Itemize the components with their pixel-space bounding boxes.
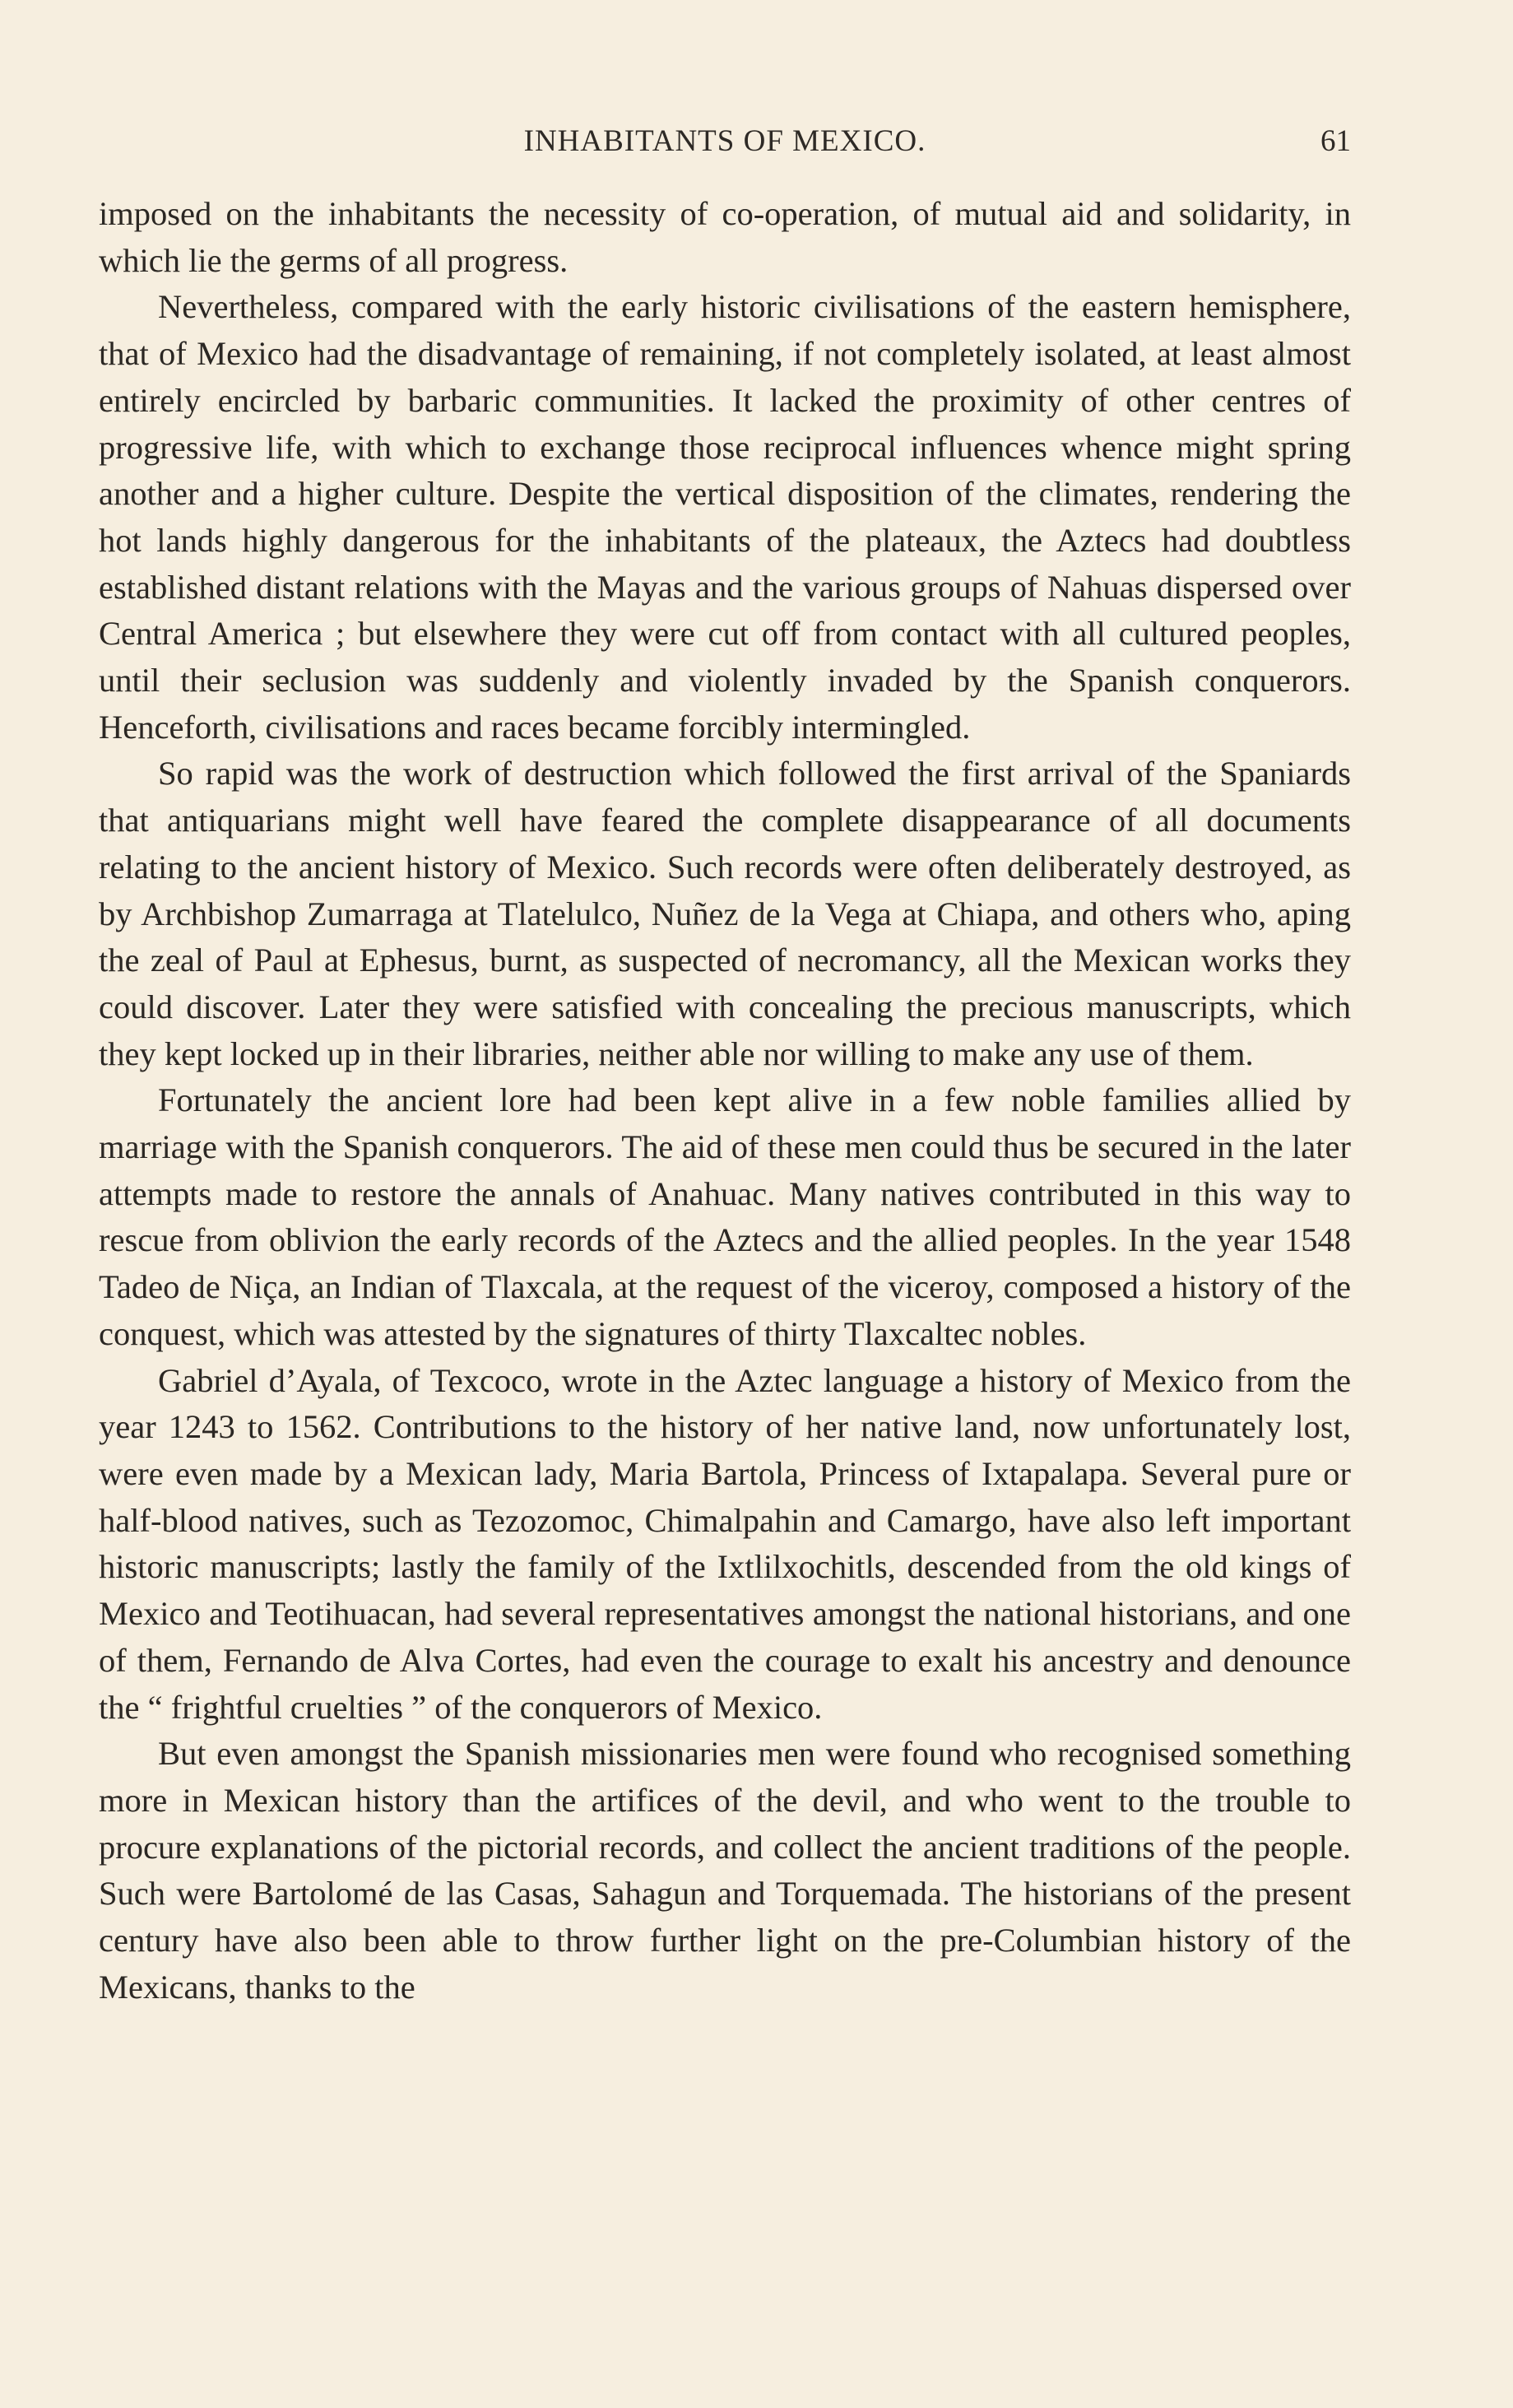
running-head [99, 123, 1351, 165]
running-title: INHABITANTS OF MEXICO. [523, 124, 926, 158]
paragraph: Gabriel d’Ayala, of Texcoco, wrote in the Aztec language a history of Mexico from the year 1243 to 1562. Contributions to the history of her native land, now unfortunately lost, were even made by a Mexican lady, Maria Bartola, Princess of Ixtapalapa. Several pure or half-blood natives, such as Tezozomoc, Chimalpahin and Camargo, have also left important historic manuscripts; lastly the family of the Ixtlilxochitls, descended from the old kings of Mexico and Teotihuacan, had several representatives amongst the national historians, and one of them, Fernando de Alva Cortes, had even the courage to exalt his ancestry and denounce the “ frightful cruelties ” of the conquerors of Mexico. [99, 1361, 1351, 1726]
paragraph-continued: imposed on the inhabitants the necessity of co-operation, of mutual aid and solidarity, in which lie the germs of all progress. [99, 195, 1351, 279]
paragraph: So rapid was the work of destruction which followed the first arrival of the Spaniards that antiquarians might well have feared the complete disappearance of all documents relating to the ancient history of Mexico. Such records were often deliberately destroyed, as by Archbishop Zumarraga at Tlatelulco, Nuñez de la Vega at Chiapa, and others who, aping the zeal of Paul at Ephesus, burnt, as suspected of necromancy, all the Mexican works they could discover. Later they were satisfied with concealing the precious manuscripts, which they kept locked up in their libraries, neither able nor willing to make any use of them. [99, 755, 1351, 1072]
paragraph: Nevertheless, compared with the early historic civilisations of the eastern hemisphere, that of Mexico had the disadvantage of remaining, if not completely isolated, at least almost entirely encircled by barbaric communities. It lacked the proximity of other centres of progressive life, with which to exchange those reciprocal influences whence might spring another and a higher culture. Despite the vertical disposition of the climates, rendering the hot lands highly dangerous for the inhabitants of the plateaux, the Aztecs had doubtless established distant relations with the Mayas and the various groups of Nahuas dispersed over Central America ; but elsewhere they were cut off from contact with all cultured peoples, until their seclusion was suddenly and violently invaded by the Spanish conquerors. Henceforth, civilisations and races became forcibly intermingled. [99, 288, 1351, 746]
paragraph: Fortunately the ancient lore had been kept alive in a few noble families allied by marriage with the Spanish conquerors. The aid of these men could thus be secured in the later attempts made to restore the annals of Anahuac. Many natives contributed in this way to rescue from oblivion the early records of the Aztecs and the allied peoples. In the year 1548 Tadeo de Niça, an Indian of Tlaxcala, at the request of the viceroy, composed a history of the conquest, which was attested by the signatures of thirty Tlaxcaltec nobles. [99, 1081, 1351, 1352]
body-text [99, 191, 1351, 2011]
paragraph: But even amongst the Spanish missionaries men were found who recognised something more in Mexican history than the artifices of the devil, and who went to the trouble to procure explanations of the pictorial records, and collect the ancient traditions of the people. Such were Bartolomé de las Casas, Sahagun and Torquemada. The historians of the present century have also been able to throw further light on the pre-Columbian history of the Mexicans, thanks to the [99, 1735, 1351, 2006]
page-number: 61 [1320, 124, 1351, 158]
